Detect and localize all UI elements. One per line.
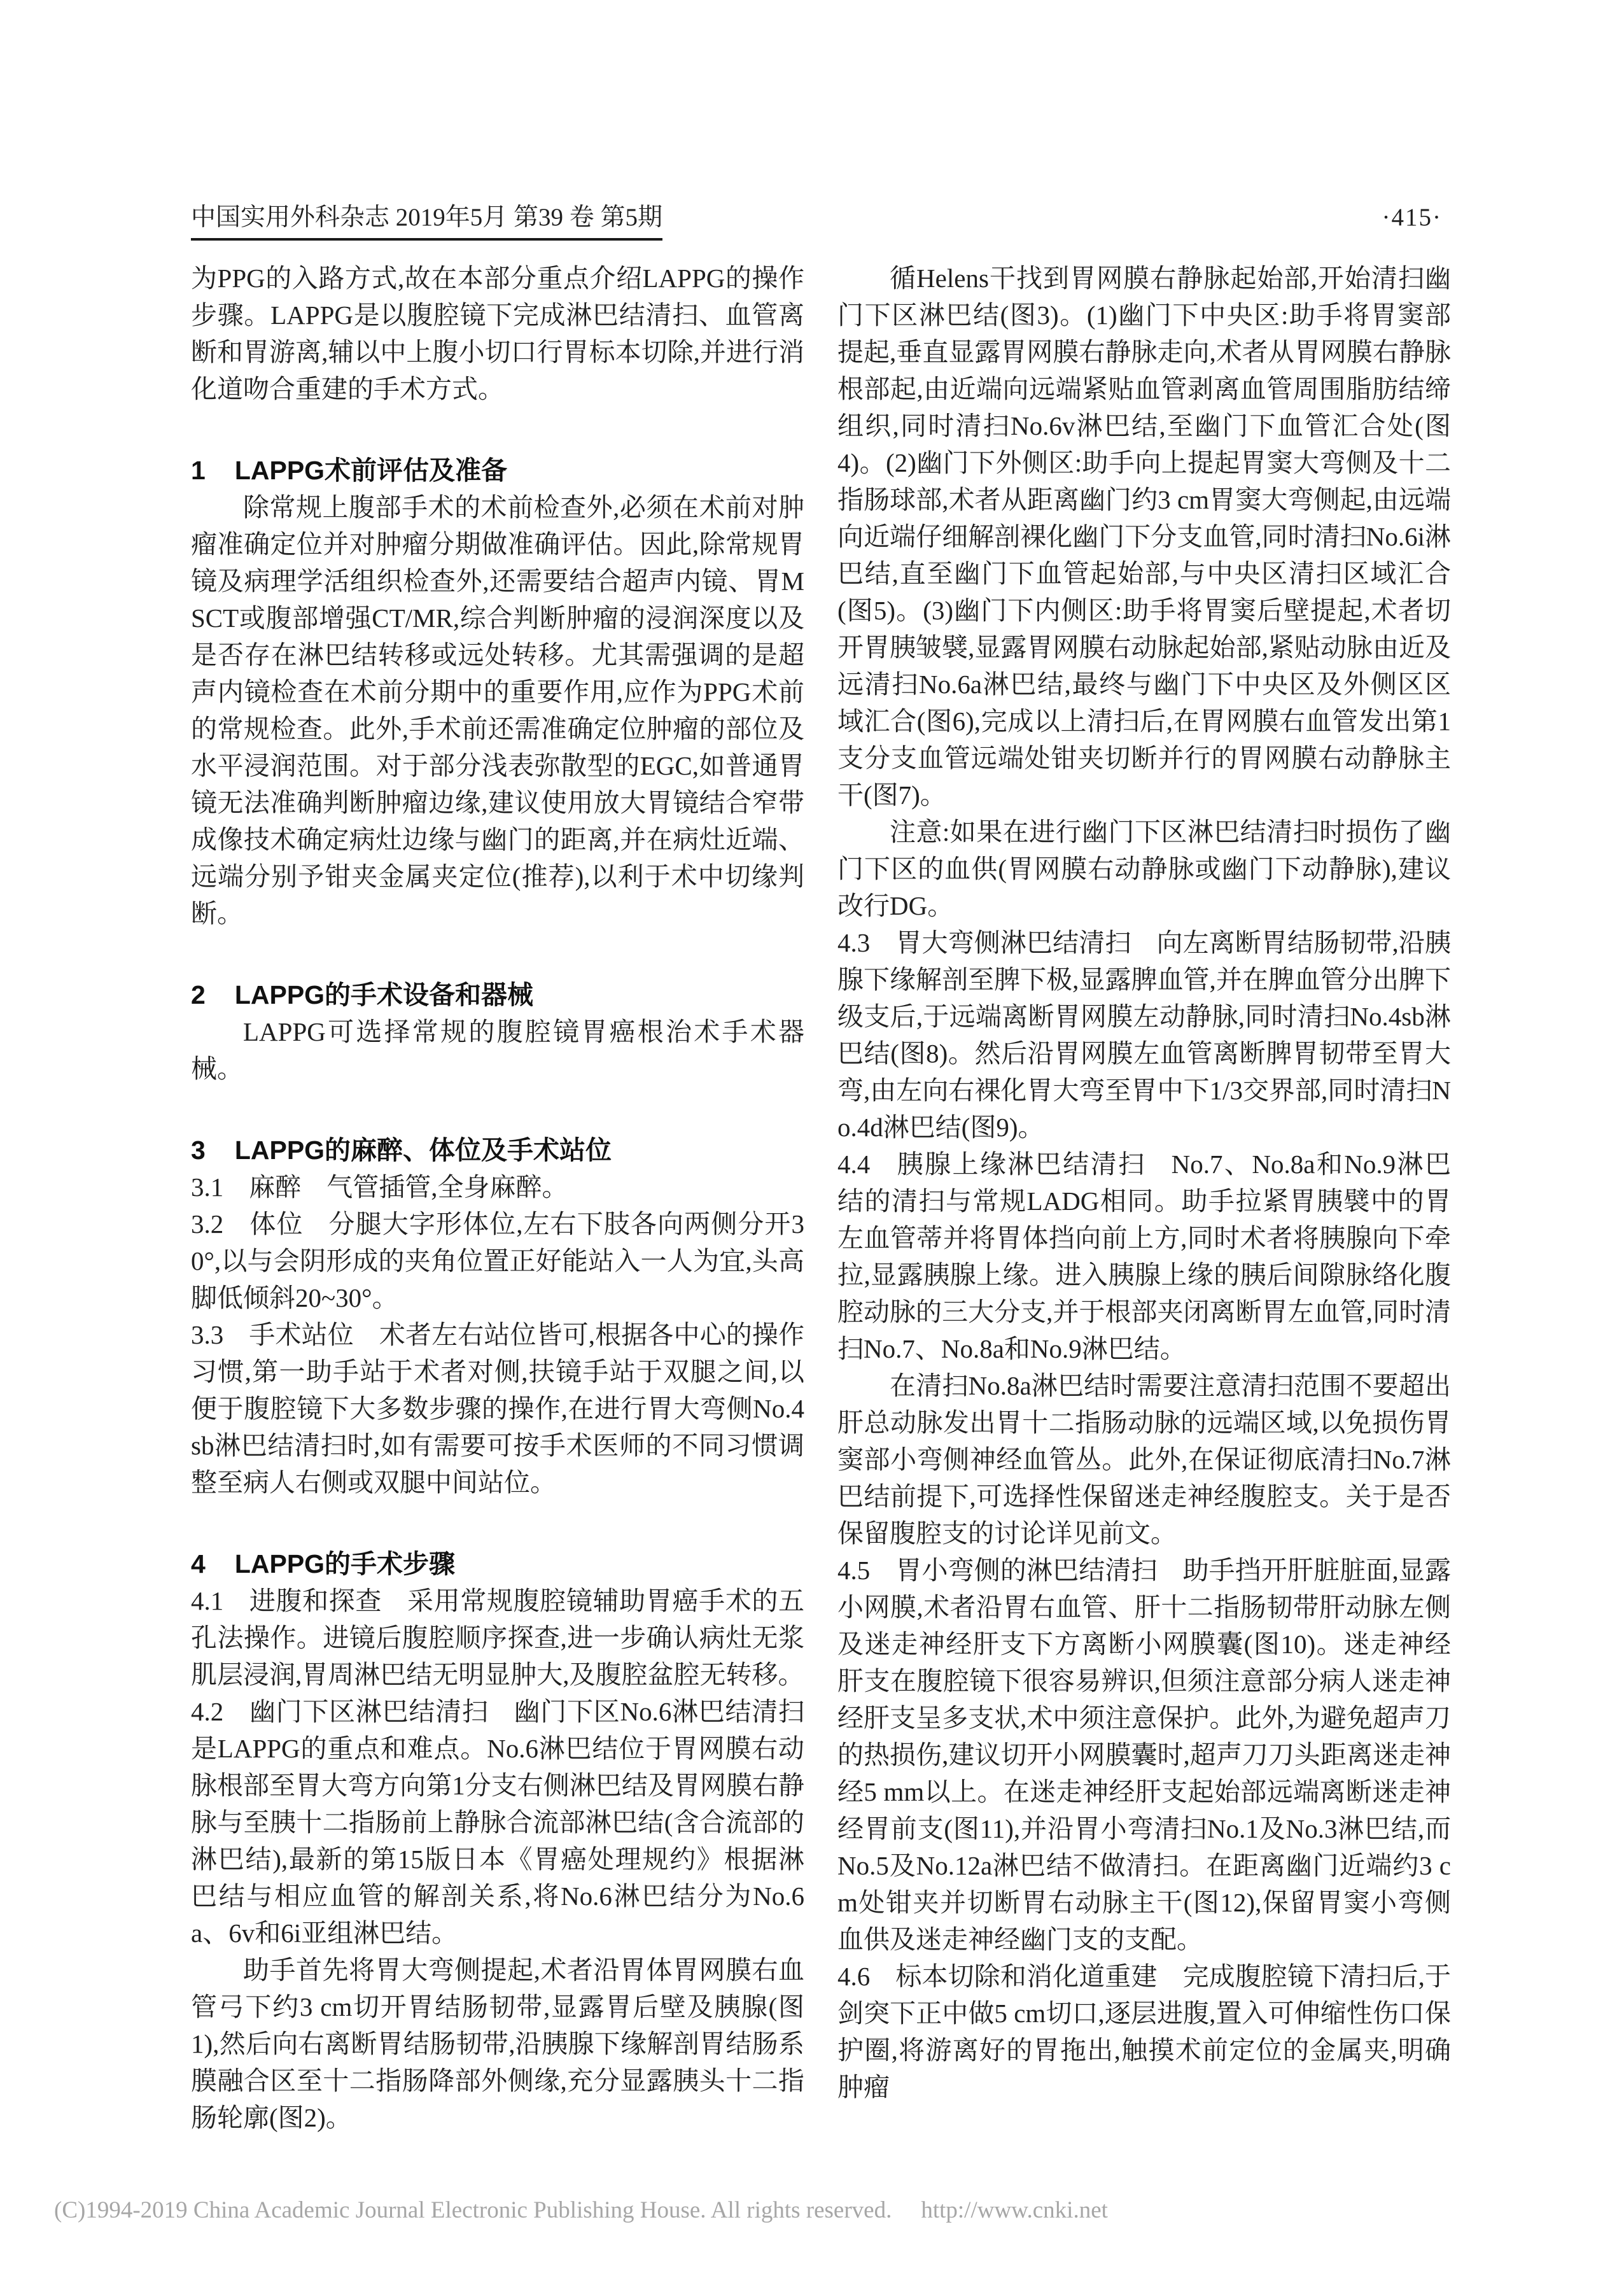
subsection-number: 3.3 [191,1320,224,1349]
paragraph: 注意:如果在进行幽门下区淋巴结清扫时损伤了幽门下区的血供(胃网膜右动静脉或幽门下动静脉),建议改行DG。 [837,817,1451,920]
subsection-paragraph [837,1958,1451,2106]
subsection-number: 4.1 [191,1586,224,1615]
paragraph-text: No.7、No.8a和No.9淋巴结的清扫与常规LADG相同。助手拉紧胃胰襞中的胃左血管蒂并将胃体挡向前上方,同时术者将胰腺向下牵拉,显露胰腺上缘。进入胰腺上缘的胰后间隙脉络化腹腔动脉的三大分支,并于根部夹闭离断胃左血管,同时清扫No.7、No.8a和No.9淋巴结。 [837,1150,1451,1363]
subsection-title: 麻醉 [249,1172,302,1202]
paragraph-text: 完成腹腔镜下清扫后,于剑突下正中做5 cm切口,逐层进腹,置入可伸缩性伤口保护圈,将游离好的胃拖出,触摸术前定位的金属夹,明确肿瘤 [837,1962,1452,2102]
paragraph-text: 幽门下区No.6淋巴结清扫是LAPPG的重点和难点。No.6淋巴结位于胃网膜右动脉根部至胃大弯方向第1分支右侧淋巴结及胃网膜右静脉与至胰十二指肠前上静脉合流部淋巴结(含合流部的淋巴结),最新的第15版日本《胃癌处理规约》根据淋巴结与相应血管的解剖关系,将No.6淋巴结分为No.6a、6v和6i亚组淋巴结。 [191,1697,805,1948]
subsection-title: 进腹和探查 [249,1586,382,1615]
subsection-title: 手术站位 [249,1320,354,1349]
subsection-paragraph [837,1146,1451,1367]
paragraph: 循Helens干找到胃网膜右静脉起始部,开始清扫幽门下区淋巴结(图3)。(1)幽门下中央区:助手将胃窦部提起,垂直显露胃网膜右静脉走向,术者从胃网膜右静脉根部起,由近端向远端紧贴血管剥离血管周围脂肪结缔组织,同时清扫No.6v淋巴结,至幽门下血管汇合处(图4)。(2)幽门下外侧区:助手向上提起胃窦大弯侧及十二指肠球部,术者从距离幽门约3 cm胃窦大弯侧起,由远端向近端仔细解剖裸化幽门下分支血管,同时清扫No.6i淋巴结,直至幽门下血管起始部,与中央区清扫区域汇合(图5)。(3)幽门下内侧区:助手将胃窦后壁提起,术者切开胃胰皱襞,显露胃网膜右动脉起始部,紧贴动脉由近及远清扫No.6a淋巴结,最终与幽门下中央区及外侧区区域汇合(图6),完成以上清扫后,在胃网膜右血管发出第1支分支血管远端处钳夹切断并行的胃网膜右动静脉主干(图7)。 [837,264,1451,810]
subsection-title: 体位 [249,1209,304,1239]
subsection-number: 4.5 [837,1556,871,1585]
subsection-paragraph [837,1552,1451,1958]
section-heading [191,1545,804,1582]
footer-url: http://www.cnki.net [921,2197,1108,2223]
paragraph: LAPPG可选择常规的腹腔镜胃癌根治术手术器械。 [191,1017,804,1083]
paragraph-text: 气管插管,全身麻醉。 [326,1172,568,1202]
section-title: LAPPG的手术步骤 [234,1549,456,1578]
paragraph-text: 助手挡开肝脏脏面,显露小网膜,术者沿胃右血管、肝十二指肠韧带肝动脉左侧及迷走神经肝支下方离断小网膜囊(图10)。迷走神经肝支在腹腔镜下很容易辨识,但须注意部分病人迷走神经肝支呈多支状,术中须注意保护。此外,为避免超声刀的热损伤,建议切开小网膜囊时,超声刀刀头距离迷走神经5 mm以上。在迷走神经肝支起始部远端离断迷走神经胃前支(图11),并沿胃小弯清扫No.1及No.3淋巴结,而No.5及No.12a淋巴结不做清扫。在距离幽门近端约3 cm处钳夹并切断胃右动脉主干(图12),保留胃窦小弯侧血供及迷走神经幽门支的支配。 [837,1556,1452,1954]
paragraph: 除常规上腹部手术的术前检查外,必须在术前对肿瘤准确定位并对肿瘤分期做准确评估。因此,除常规胃镜及病理学活组织检查外,还需要结合超声内镜、胃MSCT或腹部增强CT/MR,综合判断肿瘤的浸润深度以及是否存在淋巴结转移或远处转移。尤其需强调的是超声内镜检查在术前分期中的重要作用,应作为PPG术前的常规检查。此外,手术前还需准确定位肿瘤的部位及水平浸润范围。对于部分浅表弥散型的EGC,如普通胃镜无法准确判断肿瘤边缘,建议使用放大胃镜结合窄带成像技术确定病灶边缘与幽门的距离,并在病灶近端、远端分别予钳夹金属夹定位(推荐),以利于术中切缘判断。 [191,493,804,928]
section-heading [191,452,804,489]
paragraph-text: 采用常规腹腔镜辅助胃癌手术的五孔法操作。进镜后腹腔顺序探查,进一步确认病灶无浆肌层浸润,胃周淋巴结无明显肿大,及腹腔盆腔无转移。 [191,1586,805,1689]
page-header [191,202,1442,241]
subsection-paragraph [191,1316,804,1501]
copyright-text: (C)1994-2019 China Academic Journal Electronic Publishing House. All rights reserved. [54,2197,892,2223]
subsection-number: 3.2 [191,1209,224,1239]
subsection-title: 胰腺上缘淋巴结清扫 [895,1150,1146,1179]
paragraph: 为PPG的入路方式,故在本部分重点介绍LAPPG的操作步骤。LAPPG是以腹腔镜下完成淋巴结清扫、血管离断和胃游离,辅以中上腹小切口行胃标本切除,并进行消化道吻合重建的手术方式。 [191,264,804,404]
section-heading [191,976,804,1013]
subsection-number: 4.6 [837,1962,871,1991]
journal-header-text: 中国实用外科杂志 2019年5月 第39 卷 第5期 [191,202,662,241]
subsection-paragraph [191,1206,804,1316]
section-number: 1 [191,456,206,485]
section-title: LAPPG的手术设备和器械 [234,980,534,1009]
section-number: 3 [191,1135,206,1165]
subsection-number: 3.1 [191,1172,224,1202]
section-number: 2 [191,980,206,1009]
section-title: LAPPG的麻醉、体位及手术站位 [234,1135,612,1165]
right-column [837,260,1451,2106]
subsection-number: 4.4 [837,1150,871,1179]
subsection-paragraph [191,1582,804,1693]
section-number: 4 [191,1549,206,1578]
subsection-paragraph [837,924,1451,1146]
section-heading [191,1132,804,1169]
subsection-number: 4.3 [837,928,871,957]
paragraph: 在清扫No.8a淋巴结时需要注意清扫范围不要超出肝总动脉发出胃十二指肠动脉的远端区域,以免损伤胃窦部小弯侧神经血管丛。此外,在保证彻底清扫No.7淋巴结前提下,可选择性保留迷走神经腹腔支。关于是否保留腹腔支的讨论详见前文。 [837,1371,1451,1548]
paragraph-text: 分腿大字形体位,左右下肢各向两侧分开30°,以与会阴形成的夹角位置正好能站入一人为宜,头高脚低倾斜20~30°。 [191,1209,805,1312]
subsection-paragraph [191,1169,804,1206]
paragraph-text: 向左离断胃结肠韧带,沿胰腺下缘解剖至脾下极,显露脾血管,并在脾血管分出脾下级支后,于远端离断胃网膜左动静脉,同时清扫No.4sb淋巴结(图8)。然后沿胃网膜左血管离断脾胃韧带至胃大弯,由左向右裸化胃大弯至胃中下1/3交界部,同时清扫No.4d淋巴结(图9)。 [837,928,1452,1142]
subsection-title: 幽门下区淋巴结清扫 [249,1697,489,1726]
page-footer [54,2196,1570,2225]
subsection-paragraph [191,1693,804,1951]
paragraph-text: 术者左右站位皆可,根据各中心的操作习惯,第一助手站于术者对侧,扶镜手站于双腿之间,以便于腹腔镜下大多数步骤的操作,在进行胃大弯侧No.4sb淋巴结清扫时,如有需要可按手术医师的不同习惯调整至病人右侧或双腿中间站位。 [191,1320,805,1497]
subsection-title: 胃大弯侧淋巴结清扫 [895,928,1131,957]
page-number: ·415· [1382,204,1442,231]
section-title: LAPPG术前评估及准备 [234,456,508,485]
left-column [191,260,804,2136]
paragraph: 助手首先将胃大弯侧提起,术者沿胃体胃网膜右血管弓下约3 cm切开胃结肠韧带,显露胃后壁及胰腺(图1),然后向右离断胃结肠韧带,沿胰腺下缘解剖胃结肠系膜融合区至十二指肠降部外侧缘,充分显露胰头十二指肠轮廓(图2)。 [191,1955,804,2132]
subsection-number: 4.2 [191,1697,224,1726]
subsection-title: 标本切除和消化道重建 [895,1962,1158,1991]
subsection-title: 胃小弯侧的淋巴结清扫 [895,1556,1158,1585]
